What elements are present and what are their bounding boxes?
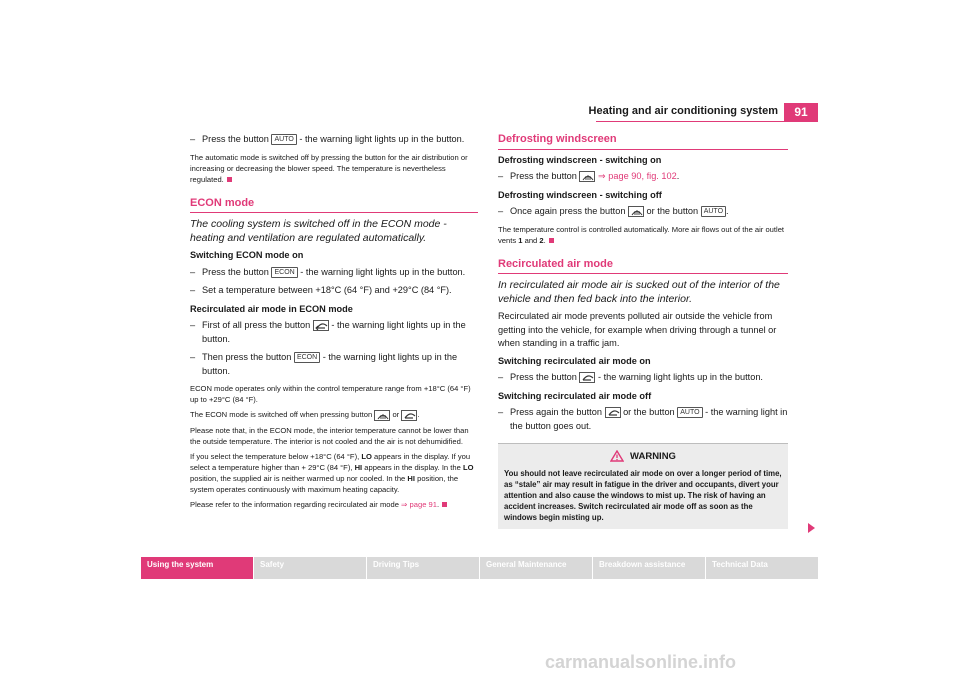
footer-tab-breakdown-assistance[interactable]: Breakdown assistance	[593, 557, 705, 579]
left-column	[190, 133, 478, 514]
warning-triangle-icon	[610, 450, 624, 462]
page-number: 91	[784, 103, 818, 122]
footer-tab-safety[interactable]: Safety	[254, 557, 366, 579]
subhead-defrost-off: Defrosting windscreen - switching off	[498, 189, 662, 200]
warning-header	[504, 450, 782, 464]
recirculation-icon	[605, 407, 621, 418]
subhead-recirc-off: Switching recirculated air mode off	[498, 390, 652, 401]
footer-tab-general-maintenance[interactable]: General Maintenance	[480, 557, 592, 579]
header-title: Heating and air conditioning system	[588, 105, 778, 117]
section-title-econ: ECON mode	[190, 197, 478, 214]
recirculation-icon	[579, 372, 595, 383]
section-end-mark	[227, 177, 232, 182]
section-title-defrost: Defrosting windscreen	[498, 133, 788, 150]
recirculation-icon	[401, 410, 417, 421]
auto-key: AUTO	[701, 206, 726, 217]
step-econ-on-1: – Press the button ECON - the warning light lights up in the button.	[190, 266, 466, 277]
auto-key: AUTO	[271, 134, 296, 145]
econ-key: ECON	[271, 267, 297, 278]
section-sub-recirc: In recirculated air mode air is sucked out of the interior of the vehicle and then fed back into the interior.	[498, 279, 780, 305]
page-link[interactable]: ⇒ page 90, fig. 102	[598, 171, 677, 181]
right-column	[498, 133, 788, 529]
subhead-defrost-on: Defrosting windscreen - switching on	[498, 154, 662, 165]
defrost-icon	[628, 206, 644, 217]
footer-tab-driving-tips[interactable]: Driving Tips	[367, 557, 479, 579]
auto-key: AUTO	[677, 407, 702, 418]
step-auto: – Press the button AUTO - the warning light lights up in the button.	[190, 134, 465, 144]
step-econ-on-2: – Set a temperature between +18°C (64 °F) and +29°C (84 °F).	[190, 285, 452, 295]
step-recirc-off: – Press again the button or the button AUTO - the warning light in the button goes out.	[498, 407, 788, 431]
step-recirc-econ-2: – Then press the button ECON - the warning light lights up in the button.	[190, 352, 458, 376]
step-defrost-on: – Press the button ⇒ page 90, fig. 102.	[498, 171, 680, 181]
section-end-mark	[549, 238, 554, 243]
watermark: carmanualsonline.info	[545, 652, 737, 672]
note-auto-off: The automatic mode is switched off by pressing the button for the air distribution or increasing or decreasing the blower speed. The temperature is nevertheless regulated.	[190, 152, 468, 184]
page-header	[588, 103, 818, 122]
warning-title: WARNING	[630, 451, 676, 462]
step-recirc-on: – Press the button - the warning light lights up in the button.	[498, 372, 763, 382]
defrost-icon	[579, 171, 595, 182]
footer-tab-technical-data[interactable]: Technical Data	[706, 557, 818, 579]
next-page-arrow-icon[interactable]	[808, 523, 815, 533]
section-title-recirc: Recirculated air mode	[498, 258, 788, 275]
section-end-mark	[442, 502, 447, 507]
warning-text: You should not leave recirculated air mode on over a longer period of time, as “stale” air may result in fatigue in the driver and occupants, divert your attention and also cause the windows to mist up. The risk of having an accident increases. Switch recirculated air mode off as soon as the windows begin misting up.	[504, 468, 782, 522]
subhead-econ-on: Switching ECON mode on	[190, 250, 304, 260]
econ-key: ECON	[294, 352, 320, 363]
step-defrost-off: – Once again press the button or the button AUTO .	[498, 206, 729, 216]
note-econ-off: The ECON mode is switched off when pressing button or .	[190, 410, 420, 419]
page-link[interactable]: ⇒ page 91	[401, 499, 437, 509]
subhead-recirc-econ: Recirculated air mode in ECON mode	[190, 303, 353, 314]
recirculation-icon	[313, 320, 329, 331]
warning-box	[498, 443, 788, 529]
footer-nav	[141, 557, 818, 579]
subhead-recirc-on: Switching recirculated air mode on	[498, 355, 651, 366]
note-econ-temp: Please note that, in the ECON mode, the interior temperature cannot be lower than the outside temperature. The interior is not cooled and the air is not dehumidified.	[190, 425, 469, 446]
footer-tab-using-the-system[interactable]: Using the system	[141, 557, 253, 579]
note-econ-range: ECON mode operates only within the control temperature range from +18°C (64 °F) up to +29°C (84 °F).	[190, 384, 471, 404]
note-defrost: The temperature control is controlled automatically. More air flows out of the air outlet vents 1 and 2.	[498, 224, 785, 245]
note-lo-hi: If you select the temperature below +18°C (64 °F), LO appears in the display. If you select a temperature higher than + 29°C (84 °F), HI appears in the display. In the LO position, the supplied air is neither warmed up nor cooled. In the HI position, the system operates continuously with maximum heating capacity.	[190, 451, 474, 494]
step-recirc-econ-1: – First of all press the button - the warning light lights up in the button.	[190, 320, 466, 344]
defrost-icon	[374, 410, 390, 421]
section-sub-econ: The cooling system is switched off in the ECON mode - heating and ventilation are regulated automatically.	[190, 218, 447, 244]
recirc-body: Recirculated air mode prevents polluted air outside the vehicle from getting into the vehicle, for example when driving through a tunnel or when standing in a traffic jam.	[498, 311, 777, 348]
note-recirc-ref: Please refer to the information regarding recirculated air mode ⇒ page 91.	[190, 499, 478, 510]
